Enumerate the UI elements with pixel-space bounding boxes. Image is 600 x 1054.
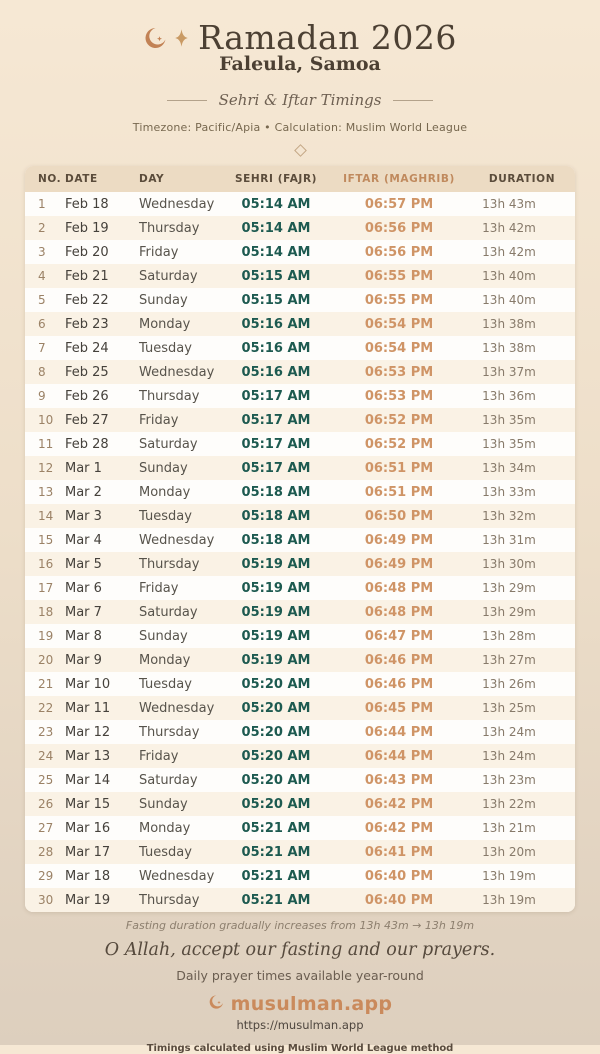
cell-duration: 13h 24m [482,749,536,763]
cell-sehri: 05:19 AM [241,604,311,620]
cell-day: Wednesday [139,364,215,380]
four-point-star-icon [174,29,189,51]
cell-no: 20 [38,653,54,667]
cell-iftar: 06:54 PM [364,340,434,356]
cell-no: 12 [38,461,54,475]
cell-sehri: 05:16 AM [241,316,311,332]
cell-no: 16 [38,557,54,571]
cell-no: 1 [38,197,46,211]
cell-day: Wednesday [139,700,215,716]
table-row [25,480,575,504]
divider-line-left [167,100,207,101]
cell-day: Monday [139,652,191,668]
cell-sehri: 05:17 AM [241,460,311,476]
divider-line-right [393,100,433,101]
table-row [25,264,575,288]
cell-day: Friday [139,412,179,428]
cell-sehri: 05:17 AM [241,388,311,404]
table-row [25,288,575,312]
cell-day: Sunday [139,292,188,308]
cell-date: Mar 16 [65,820,111,836]
cell-sehri: 05:14 AM [241,196,311,212]
cell-no: 13 [38,485,54,499]
cell-iftar: 06:40 PM [364,868,434,884]
cell-iftar: 06:43 PM [364,772,434,788]
cell-duration: 13h 19m [482,869,536,883]
table-row [25,816,575,840]
cell-day: Sunday [139,796,188,812]
cell-duration: 13h 28m [482,629,536,643]
cell-sehri: 05:19 AM [241,556,311,572]
cell-day: Thursday [139,892,200,908]
cell-date: Feb 24 [65,340,109,356]
table-row [25,336,575,360]
cell-no: 4 [38,269,46,283]
table-row [25,840,575,864]
cell-day: Monday [139,820,191,836]
cell-duration: 13h 30m [482,557,536,571]
cell-iftar: 06:56 PM [364,220,434,236]
cell-no: 29 [38,869,54,883]
cell-iftar: 06:55 PM [364,268,434,284]
table-row [25,672,575,696]
cell-duration: 13h 23m [482,773,536,787]
column-header-no: NO. [25,166,65,192]
cell-day: Monday [139,484,191,500]
cell-iftar: 06:47 PM [364,628,434,644]
cell-day: Thursday [139,724,200,740]
cell-day: Saturday [139,436,198,452]
fasting-duration-note: Fasting duration gradually increases from 13h 43m → 13h 19m [125,919,475,932]
table-row [25,192,575,216]
cell-day: Tuesday [139,508,192,524]
cell-no: 10 [38,413,54,427]
cell-no: 15 [38,533,54,547]
cell-date: Mar 12 [65,724,111,740]
cell-iftar: 06:42 PM [364,796,434,812]
cell-day: Thursday [139,556,200,572]
cell-date: Mar 1 [65,460,102,476]
cell-no: 8 [38,365,46,379]
cell-day: Tuesday [139,340,192,356]
cell-day: Friday [139,748,179,764]
cell-date: Mar 4 [65,532,102,548]
cell-iftar: 06:44 PM [364,748,434,764]
cell-date: Feb 19 [65,220,109,236]
cell-no: 11 [38,437,54,451]
cell-date: Mar 6 [65,580,102,596]
cell-iftar: 06:50 PM [364,508,434,524]
cell-sehri: 05:18 AM [241,508,311,524]
table-row [25,648,575,672]
cell-iftar: 06:52 PM [364,436,434,452]
cell-sehri: 05:21 AM [241,868,311,884]
table-row [25,768,575,792]
cell-no: 2 [38,221,46,235]
dua-text: O Allah, accept our fasting and our prayers. [104,940,496,960]
cell-date: Feb 18 [65,196,109,212]
cell-day: Saturday [139,772,198,788]
section-subtitle [0,91,600,109]
cell-date: Feb 28 [65,436,109,452]
cell-no: 6 [38,317,46,331]
table-row [25,744,575,768]
cell-day: Thursday [139,388,200,404]
cell-date: Mar 2 [65,484,102,500]
cell-day: Wednesday [139,868,215,884]
cell-no: 18 [38,605,54,619]
page-footer [0,919,600,1054]
cell-iftar: 06:49 PM [364,532,434,548]
table-row [25,888,575,912]
table-row [25,696,575,720]
cell-no: 23 [38,725,54,739]
cell-date: Mar 14 [65,772,111,788]
table-row [25,624,575,648]
cell-day: Friday [139,580,179,596]
cell-iftar: 06:54 PM [364,316,434,332]
cell-duration: 13h 38m [482,317,536,331]
cell-date: Mar 3 [65,508,102,524]
column-header-date: DATE [65,166,139,192]
cell-no: 27 [38,821,54,835]
cell-no: 21 [38,677,54,691]
cell-iftar: 06:44 PM [364,724,434,740]
cell-iftar: 06:56 PM [364,244,434,260]
cell-duration: 13h 40m [482,269,536,283]
cell-sehri: 05:20 AM [241,724,311,740]
cell-no: 28 [38,845,54,859]
timings-table-body [25,192,575,912]
cell-no: 9 [38,389,46,403]
cell-duration: 13h 31m [482,533,536,547]
cell-sehri: 05:19 AM [241,628,311,644]
table-row [25,552,575,576]
cell-iftar: 06:41 PM [364,844,434,860]
cell-duration: 13h 40m [482,293,536,307]
cell-sehri: 05:20 AM [241,772,311,788]
calculation-method-note: Timings calculated using Muslim World League method [146,1043,454,1054]
table-row [25,216,575,240]
cell-day: Sunday [139,460,188,476]
cell-duration: 13h 29m [482,581,536,595]
cell-iftar: 06:46 PM [364,676,434,692]
cell-duration: 13h 32m [482,509,536,523]
cell-iftar: 06:52 PM [364,412,434,428]
table-row [25,360,575,384]
table-row [25,600,575,624]
cell-sehri: 05:16 AM [241,340,311,356]
cell-date: Mar 15 [65,796,111,812]
cell-sehri: 05:21 AM [241,892,311,908]
table-row [25,864,575,888]
cell-day: Monday [139,316,191,332]
cell-iftar: 06:48 PM [364,604,434,620]
cell-no: 17 [38,581,54,595]
cell-date: Feb 27 [65,412,109,428]
table-row [25,408,575,432]
cell-duration: 13h 42m [482,221,536,235]
cell-date: Feb 26 [65,388,109,404]
cell-duration: 13h 27m [482,653,536,667]
brand-crescent-icon [208,994,224,1014]
cell-date: Mar 17 [65,844,111,860]
cell-duration: 13h 19m [482,893,536,907]
cell-iftar: 06:49 PM [364,556,434,572]
cell-iftar: 06:48 PM [364,580,434,596]
cell-date: Feb 23 [65,316,109,332]
cell-date: Feb 25 [65,364,109,380]
cell-duration: 13h 29m [482,605,536,619]
cell-date: Feb 20 [65,244,109,260]
cell-no: 7 [38,341,46,355]
cell-day: Tuesday [139,676,192,692]
page-title: Ramadan 2026 [198,18,457,57]
cell-sehri: 05:15 AM [241,292,311,308]
cell-no: 30 [38,893,54,907]
cell-duration: 13h 26m [482,677,536,691]
cell-duration: 13h 43m [482,197,536,211]
cell-date: Mar 10 [65,676,111,692]
table-row [25,432,575,456]
cell-duration: 13h 25m [482,701,536,715]
cell-iftar: 06:57 PM [364,196,434,212]
cell-sehri: 05:18 AM [241,532,311,548]
cell-day: Friday [139,244,179,260]
table-row [25,384,575,408]
cell-sehri: 05:18 AM [241,484,311,500]
cell-sehri: 05:14 AM [241,220,311,236]
cell-iftar: 06:42 PM [364,820,434,836]
table-row [25,576,575,600]
table-row [25,456,575,480]
cell-date: Mar 7 [65,604,102,620]
cell-sehri: 05:17 AM [241,412,311,428]
table-row [25,312,575,336]
cell-sehri: 05:19 AM [241,652,311,668]
cell-duration: 13h 37m [482,365,536,379]
cell-no: 5 [38,293,46,307]
cell-date: Mar 8 [65,628,102,644]
brand-url-link[interactable]: https://musulman.app [236,1018,364,1032]
subtitle-text: Sehri & Iftar Timings [218,91,382,109]
cell-no: 22 [38,701,54,715]
timings-table [25,166,575,912]
cell-no: 26 [38,797,54,811]
cell-iftar: 06:45 PM [364,700,434,716]
cell-iftar: 06:53 PM [364,364,434,380]
cell-sehri: 05:21 AM [241,844,311,860]
cell-no: 25 [38,773,54,787]
cell-duration: 13h 22m [482,797,536,811]
table-row [25,792,575,816]
cell-sehri: 05:20 AM [241,700,311,716]
cell-date: Mar 13 [65,748,111,764]
cell-no: 3 [38,245,46,259]
timezone-calculation-meta: Timezone: Pacific/Apia • Calculation: Muslim World League [132,121,468,134]
table-row [25,504,575,528]
cell-duration: 13h 36m [482,389,536,403]
cell-iftar: 06:40 PM [364,892,434,908]
table-row [25,240,575,264]
cell-date: Mar 11 [65,700,111,716]
cell-no: 19 [38,629,54,643]
cell-sehri: 05:20 AM [241,676,311,692]
cell-day: Thursday [139,220,200,236]
location-subtitle: Faleula, Samoa [219,53,381,75]
page-header [0,0,600,155]
cell-sehri: 05:17 AM [241,436,311,452]
brand-name: musulman.app [230,993,393,1015]
column-header-duration: DURATION [469,166,575,192]
cell-sehri: 05:19 AM [241,580,311,596]
cell-iftar: 06:55 PM [364,292,434,308]
cell-duration: 13h 21m [482,821,536,835]
cell-duration: 13h 42m [482,245,536,259]
cell-day: Saturday [139,268,198,284]
cell-day: Saturday [139,604,198,620]
cell-iftar: 06:53 PM [364,388,434,404]
cell-duration: 13h 33m [482,485,536,499]
cell-duration: 13h 20m [482,845,536,859]
column-header-sehri: SEHRI (FAJR) [223,166,329,192]
cell-duration: 13h 34m [482,461,536,475]
cell-duration: 13h 35m [482,437,536,451]
column-header-day: DAY [139,166,223,192]
crescent-moon-icon [143,26,167,54]
timings-table-card [25,166,575,912]
cell-duration: 13h 35m [482,413,536,427]
cell-date: Mar 18 [65,868,111,884]
cell-duration: 13h 38m [482,341,536,355]
cell-sehri: 05:14 AM [241,244,311,260]
cell-day: Sunday [139,628,188,644]
cell-no: 24 [38,749,54,763]
cell-no: 14 [38,509,54,523]
cell-day: Wednesday [139,196,215,212]
cell-date: Mar 5 [65,556,102,572]
cell-date: Mar 9 [65,652,102,668]
cell-sehri: 05:16 AM [241,364,311,380]
table-header-row [25,166,575,192]
brand-link[interactable] [0,993,600,1015]
cell-date: Feb 21 [65,268,109,284]
cell-sehri: 05:20 AM [241,796,311,812]
table-row [25,720,575,744]
cell-iftar: 06:51 PM [364,460,434,476]
cell-day: Tuesday [139,844,192,860]
diamond-separator-icon [294,144,307,157]
cell-date: Feb 22 [65,292,109,308]
availability-text: Daily prayer times available year-round [176,968,424,983]
cell-date: Mar 19 [65,892,111,908]
cell-sehri: 05:15 AM [241,268,311,284]
cell-iftar: 06:51 PM [364,484,434,500]
cell-sehri: 05:21 AM [241,820,311,836]
cell-iftar: 06:46 PM [364,652,434,668]
cell-day: Wednesday [139,532,215,548]
table-row [25,528,575,552]
column-header-iftar: IFTAR (MAGHRIB) [329,166,469,192]
cell-duration: 13h 24m [482,725,536,739]
cell-sehri: 05:20 AM [241,748,311,764]
